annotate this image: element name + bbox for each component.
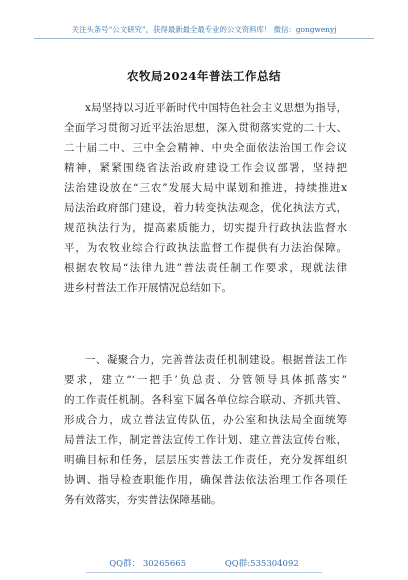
text-line: 法治建设放在“三农”发展大局中谋划和推进，持续推进x xyxy=(64,182,347,194)
text-line: 一、凝聚合力，完善普法责任机制建设。根据普法工作 xyxy=(85,354,347,366)
document-title: 农牧局2024年普法工作总结 xyxy=(126,69,281,83)
footer-qq-group-1: QQ群： 30265665 xyxy=(109,559,187,569)
text-line: 进乡村普法工作开展情况总结如下。 xyxy=(64,282,232,294)
text-line: 的工作责任机制。各科室下属各单位综合联动、齐抓共管、 xyxy=(64,394,347,406)
text-line: 二十届二中、三中全会精神、中央全面依法治国工作会议 xyxy=(64,142,347,154)
text-line: 全面学习贯彻习近平法治思想，深入贯彻落实党的二十大、 xyxy=(64,122,347,134)
text-line: 形成合力，成立普法宣传队伍，办公室和执法局全面统筹 xyxy=(64,414,347,426)
paragraph-section-1 xyxy=(64,350,347,510)
text-line: 务有效落实，夯实普法保障基础。 xyxy=(64,494,222,506)
text-line: 要求，建立“‘一把手’负总责、分管领导具体抓落实” xyxy=(64,374,347,386)
header-divider xyxy=(34,38,374,39)
paragraph-intro xyxy=(64,98,347,298)
text-line: 精神，紧紧围绕省法治政府建设工作会议部署，坚持把 xyxy=(64,162,347,174)
text-line: 协调、指导检查职能作用，确保普法依法治理工作各项任 xyxy=(64,474,347,486)
text-line: 局普法工作，制定普法宣传工作计划、建立普法宣传台账， xyxy=(64,434,347,446)
footer-qq-group-2: QQ群:535304092 xyxy=(224,559,299,569)
text-line: 局法治政府部门建设，着力转变执法观念，优化执法方式， xyxy=(64,202,347,214)
footer-contact xyxy=(0,558,408,570)
text-line: 平，为农牧业综合行政执法监督工作提供有力法治保障。 xyxy=(64,242,347,254)
text-line: 根据农牧局“法律九进”普法责任制工作要求，现就法律 xyxy=(64,262,347,274)
text-line: 明确目标和任务，层层压实普法工作责任，充分发挥组织 xyxy=(64,454,347,466)
text-line: 规范执法行为，提高素质能力，切实提升行政执法监督水 xyxy=(64,222,347,234)
text-line: x局坚持以习近平新时代中国特色社会主义思想为指导， xyxy=(85,102,347,114)
footer-divider xyxy=(86,572,322,573)
header-banner: 关注头条号“公文研究”，获得最新最全最专业的公文资料库！ 微信：gongwenyj xyxy=(71,25,337,34)
